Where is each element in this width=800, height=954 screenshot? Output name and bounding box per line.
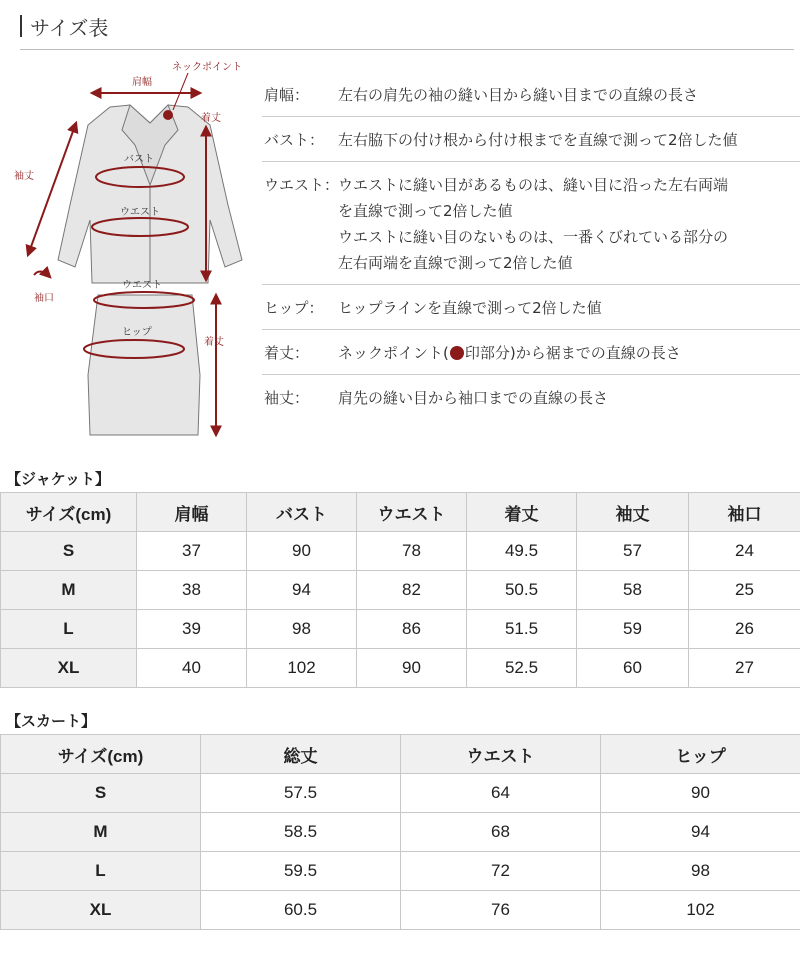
value-cell: 64 xyxy=(401,774,601,813)
title-bar xyxy=(0,0,800,50)
definition-text: 肩先の縫い目から袖口までの直線の長さ xyxy=(338,389,609,407)
value-cell: 102 xyxy=(601,891,800,930)
column-header: ウエスト xyxy=(357,493,467,532)
size-label-cell: XL xyxy=(1,891,201,930)
table-header-row xyxy=(1,493,800,532)
definition-text: ウエストに縫い目のないものは、一番くびれている部分の xyxy=(338,228,729,246)
value-cell: 49.5 xyxy=(467,532,577,571)
table-row xyxy=(1,610,800,649)
size-label-cell: M xyxy=(1,813,201,852)
value-cell: 57.5 xyxy=(201,774,401,813)
column-header: ウエスト xyxy=(401,735,601,774)
definition-term: 肩幅： xyxy=(264,86,310,104)
skirt-shape xyxy=(88,295,200,435)
definition-text: 左右脇下の付け根から付け根までを直線で測って2倍した値 xyxy=(338,131,738,149)
value-cell: 40 xyxy=(137,649,247,688)
label-bust: バスト xyxy=(124,154,154,165)
column-header: サイズ(cm) xyxy=(1,735,201,774)
value-cell: 68 xyxy=(401,813,601,852)
neck-point-dot xyxy=(163,110,173,120)
column-header: サイズ(cm) xyxy=(1,493,137,532)
value-cell: 39 xyxy=(137,610,247,649)
size-label-cell: L xyxy=(1,610,137,649)
value-cell: 27 xyxy=(689,649,800,688)
value-cell: 60 xyxy=(577,649,689,688)
jacket-section-label: 【ジャケット】 xyxy=(6,470,110,488)
jacket-size-table xyxy=(0,492,800,688)
value-cell: 38 xyxy=(137,571,247,610)
table-row xyxy=(1,532,800,571)
size-label-cell: L xyxy=(1,852,201,891)
table-row xyxy=(1,571,800,610)
label-sodetake: 袖丈 xyxy=(14,171,34,182)
sodeguchi-arrow xyxy=(34,271,50,277)
definition-row xyxy=(262,72,800,117)
value-cell: 86 xyxy=(357,610,467,649)
size-label-cell: S xyxy=(1,532,137,571)
table-row xyxy=(1,774,800,813)
value-cell: 59 xyxy=(577,610,689,649)
definition-row xyxy=(262,162,800,285)
definition-term: ウエスト： xyxy=(264,176,340,194)
table-row xyxy=(1,852,800,891)
value-cell: 94 xyxy=(601,813,800,852)
size-label-cell: M xyxy=(1,571,137,610)
label-neck-point: ネックポイント xyxy=(172,62,242,73)
definition-text: を直線で測って2倍した値 xyxy=(338,202,513,220)
label-skirt-waist: ウエスト xyxy=(122,280,162,291)
value-cell: 76 xyxy=(401,891,601,930)
definition-text: ウエストに縫い目があるものは、縫い目に沿った左右両端 xyxy=(338,176,729,194)
skirt-size-table xyxy=(0,734,800,930)
definition-row xyxy=(262,375,800,419)
measurement-figure xyxy=(10,55,255,445)
value-cell: 26 xyxy=(689,610,800,649)
value-cell: 102 xyxy=(247,649,357,688)
value-cell: 37 xyxy=(137,532,247,571)
value-cell: 82 xyxy=(357,571,467,610)
column-header: 肩幅 xyxy=(137,493,247,532)
label-katahaba: 肩幅 xyxy=(132,77,152,88)
page-title: サイズ表 xyxy=(30,16,109,40)
value-cell: 60.5 xyxy=(201,891,401,930)
value-cell: 94 xyxy=(247,571,357,610)
column-header: 着丈 xyxy=(467,493,577,532)
value-cell: 58.5 xyxy=(201,813,401,852)
value-cell: 57 xyxy=(577,532,689,571)
definition-term: バスト： xyxy=(264,131,325,149)
table-row xyxy=(1,891,800,930)
value-cell: 52.5 xyxy=(467,649,577,688)
value-cell: 24 xyxy=(689,532,800,571)
value-cell: 58 xyxy=(577,571,689,610)
column-header: バスト xyxy=(247,493,357,532)
column-header: 袖口 xyxy=(689,493,800,532)
label-kitake: 着丈 xyxy=(201,113,221,124)
definition-text: 左右の肩先の袖の縫い目から縫い目までの直線の長さ xyxy=(338,86,699,104)
column-header: ヒップ xyxy=(601,735,800,774)
value-cell: 90 xyxy=(601,774,800,813)
label-waist: ウエスト xyxy=(120,207,160,218)
definition-term: 袖丈： xyxy=(264,389,310,407)
definition-list xyxy=(262,72,800,419)
definition-term: ヒップ： xyxy=(264,299,324,317)
skirt-section-label: 【スカート】 xyxy=(6,712,97,730)
value-cell: 90 xyxy=(247,532,357,571)
definition-text: ネックポイント( 印部分)から裾までの直線の長さ xyxy=(338,344,681,362)
table-header-row xyxy=(1,735,800,774)
table-row xyxy=(1,813,800,852)
definition-text: ヒップラインを直線で測って2倍した値 xyxy=(338,299,602,317)
size-label-cell: S xyxy=(1,774,201,813)
value-cell: 59.5 xyxy=(201,852,401,891)
column-header: 総丈 xyxy=(201,735,401,774)
value-cell: 98 xyxy=(601,852,800,891)
column-header: 袖丈 xyxy=(577,493,689,532)
value-cell: 90 xyxy=(357,649,467,688)
title-divider xyxy=(20,49,794,50)
definition-row xyxy=(262,117,800,162)
neck-point-dot-icon xyxy=(450,346,464,360)
value-cell: 78 xyxy=(357,532,467,571)
label-sodeguchi: 袖口 xyxy=(34,293,54,304)
definition-term: 着丈： xyxy=(264,344,310,362)
value-cell: 50.5 xyxy=(467,571,577,610)
definition-row xyxy=(262,330,800,375)
table-row xyxy=(1,649,800,688)
definition-row xyxy=(262,285,800,330)
label-skirt-kitake: 着丈 xyxy=(204,337,224,348)
label-hip: ヒップ xyxy=(122,327,152,338)
value-cell: 72 xyxy=(401,852,601,891)
value-cell: 25 xyxy=(689,571,800,610)
definition-text: 左右両端を直線で測って2倍した値 xyxy=(338,254,573,272)
value-cell: 51.5 xyxy=(467,610,577,649)
title-marker xyxy=(20,15,22,37)
value-cell: 98 xyxy=(247,610,357,649)
size-label-cell: XL xyxy=(1,649,137,688)
